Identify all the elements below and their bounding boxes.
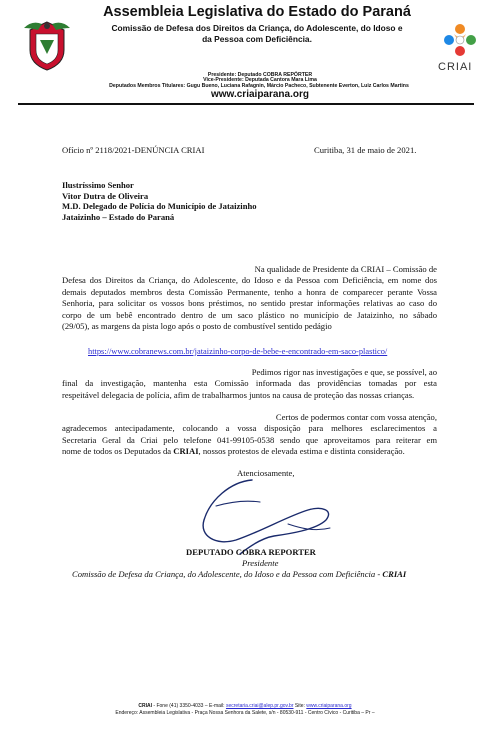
paragraph-3-line — [62, 446, 437, 457]
paragraph-2 — [62, 367, 437, 401]
footer-address: Endereço: Assembleia Legislativa - Praça Nossa Senhora da Salete, s/n - 80530-911 - Centro Cívico - Curitiba – Pr – — [115, 710, 375, 716]
header-divider — [18, 103, 474, 105]
members-line: Deputados Membros Titulares: Gugu Bueno, Luciana Rafagnin, Márcio Pacheco, Subtenente Everton, Luiz Carlos Martins — [109, 83, 409, 89]
paragraph-3-prefix: nome de todos os Deputados da — [62, 446, 174, 457]
closing: Atenciosamente, — [237, 468, 295, 478]
signer-role: Presidente — [242, 558, 279, 568]
recipient-location: Jataizinho – Estado do Paraná — [62, 211, 175, 222]
paragraph-3-criai: CRIAI — [173, 446, 199, 457]
paragraph-3-suffix: , nossos protestos de elevada estima e distinta consideração. — [198, 446, 405, 457]
recipient-name: Vitor Dutra de Oliveira — [62, 190, 149, 201]
header-site: www.criaiparana.org — [211, 89, 309, 100]
footer-site-label: Site: — [293, 703, 307, 709]
recipient-title: M.D. Delegado de Polícia do Município de Jataizinho — [62, 201, 257, 212]
president-line: Presidente: Deputado COBRA REPÓRTER — [207, 72, 313, 78]
footer-email-link[interactable]: secretaria.criai@alep.pr.gov.br — [225, 703, 294, 709]
paragraph-1-line: (29/05), as margens da pista logo após o posto de combustível sentido pedágio — [62, 321, 332, 332]
paragraph-2-line: Pedimos rigor nas investigações e que, se possível, ao — [251, 367, 437, 377]
vice-president-line: Vice-Presidente: Deputada Cantora Mara Lima — [203, 77, 317, 83]
paragraph-2-line: final da investigação, mantenha esta Comissão informada das providências tomadas por esta — [62, 378, 437, 389]
paragraph-1-line: Defesa dos Direitos da Criança, do Adolescente, do Idoso e da Pessoa com Deficiência, em nome dos — [62, 275, 437, 286]
footer-phone: - Fone (41) 3350-4033 – E-mail: — [152, 703, 226, 709]
letter-place-date: Curitiba, 31 de maio de 2021. — [314, 145, 417, 155]
paragraph-3-line: Certos de podermos contar com vossa atenção, — [275, 412, 437, 422]
paragraph-1-line: demais deputados membros desta Comissão Permanente, tenho a honra de comparecer perante Vossa — [62, 286, 437, 297]
recipient-block — [62, 180, 257, 222]
paragraph-3-line: agradecemos antecipadamente, colocando a vossa disposição para melhores esclarecimentos a — [62, 423, 437, 434]
paragraph-2-line: respeitável delegacia de polícia, afim de trabalharmos juntos na causa de proteção das nossas crianças. — [62, 389, 415, 400]
assembly-title: Assembleia Legislativa do Estado do Paraná — [103, 4, 411, 20]
footer-criai-label: CRIAI — [138, 703, 153, 709]
paragraph-1-line: Senhoria, para solicitar os vossos bons préstimos, no sentido prestar informações relativas ao caso do — [62, 298, 437, 309]
paragraph-3 — [62, 412, 437, 458]
commission-name — [92, 23, 422, 45]
footer-contact — [30, 703, 460, 709]
paragraph-1 — [62, 264, 437, 332]
letter-reference: Ofício nº 2118/2021-DENÚNCIA CRIAI — [62, 145, 205, 155]
signer-commission-criai: CRIAI — [382, 569, 407, 579]
commission-name-line-2: da Pessoa com Deficiência. — [202, 34, 312, 44]
signer-commission — [72, 569, 406, 580]
commission-name-line-1: Comissão de Defesa dos Direitos da Criança, do Adolescente, do Idoso e — [111, 23, 403, 33]
recipient-salutation: Ilustríssimo Senhor — [62, 180, 134, 190]
signer-name: DEPUTADO COBRA REPORTER — [186, 547, 316, 557]
paragraph-3-line: Secretaria Geral da Criai pelo telefone 041-99105-0538 sendo que aproveitamos para reiterar em — [62, 434, 437, 445]
criai-logo-icon — [440, 20, 480, 60]
news-link[interactable]: https://www.cobranews.com.br/jataizinho-corpo-de-bebe-e-encontrado-em-saco-plastico/ — [88, 347, 388, 356]
signer-commission-name: Comissão de Defesa da Criança, do Adolescente, do Idoso e da Pessoa com Deficiência - — [72, 569, 383, 579]
handwritten-signature — [190, 476, 340, 556]
paragraph-1-line: Na qualidade de Presidente da CRIAI – Comissão de — [254, 264, 437, 274]
footer-site-link[interactable]: www.criaiparana.org — [306, 703, 352, 709]
criai-logo-text: CRIAI — [438, 61, 473, 73]
paragraph-1-line: corpo de um bebê encontrado dentro de um saco plástico no município de Jataizinho, no sábado — [62, 309, 437, 320]
state-seal — [22, 20, 72, 72]
